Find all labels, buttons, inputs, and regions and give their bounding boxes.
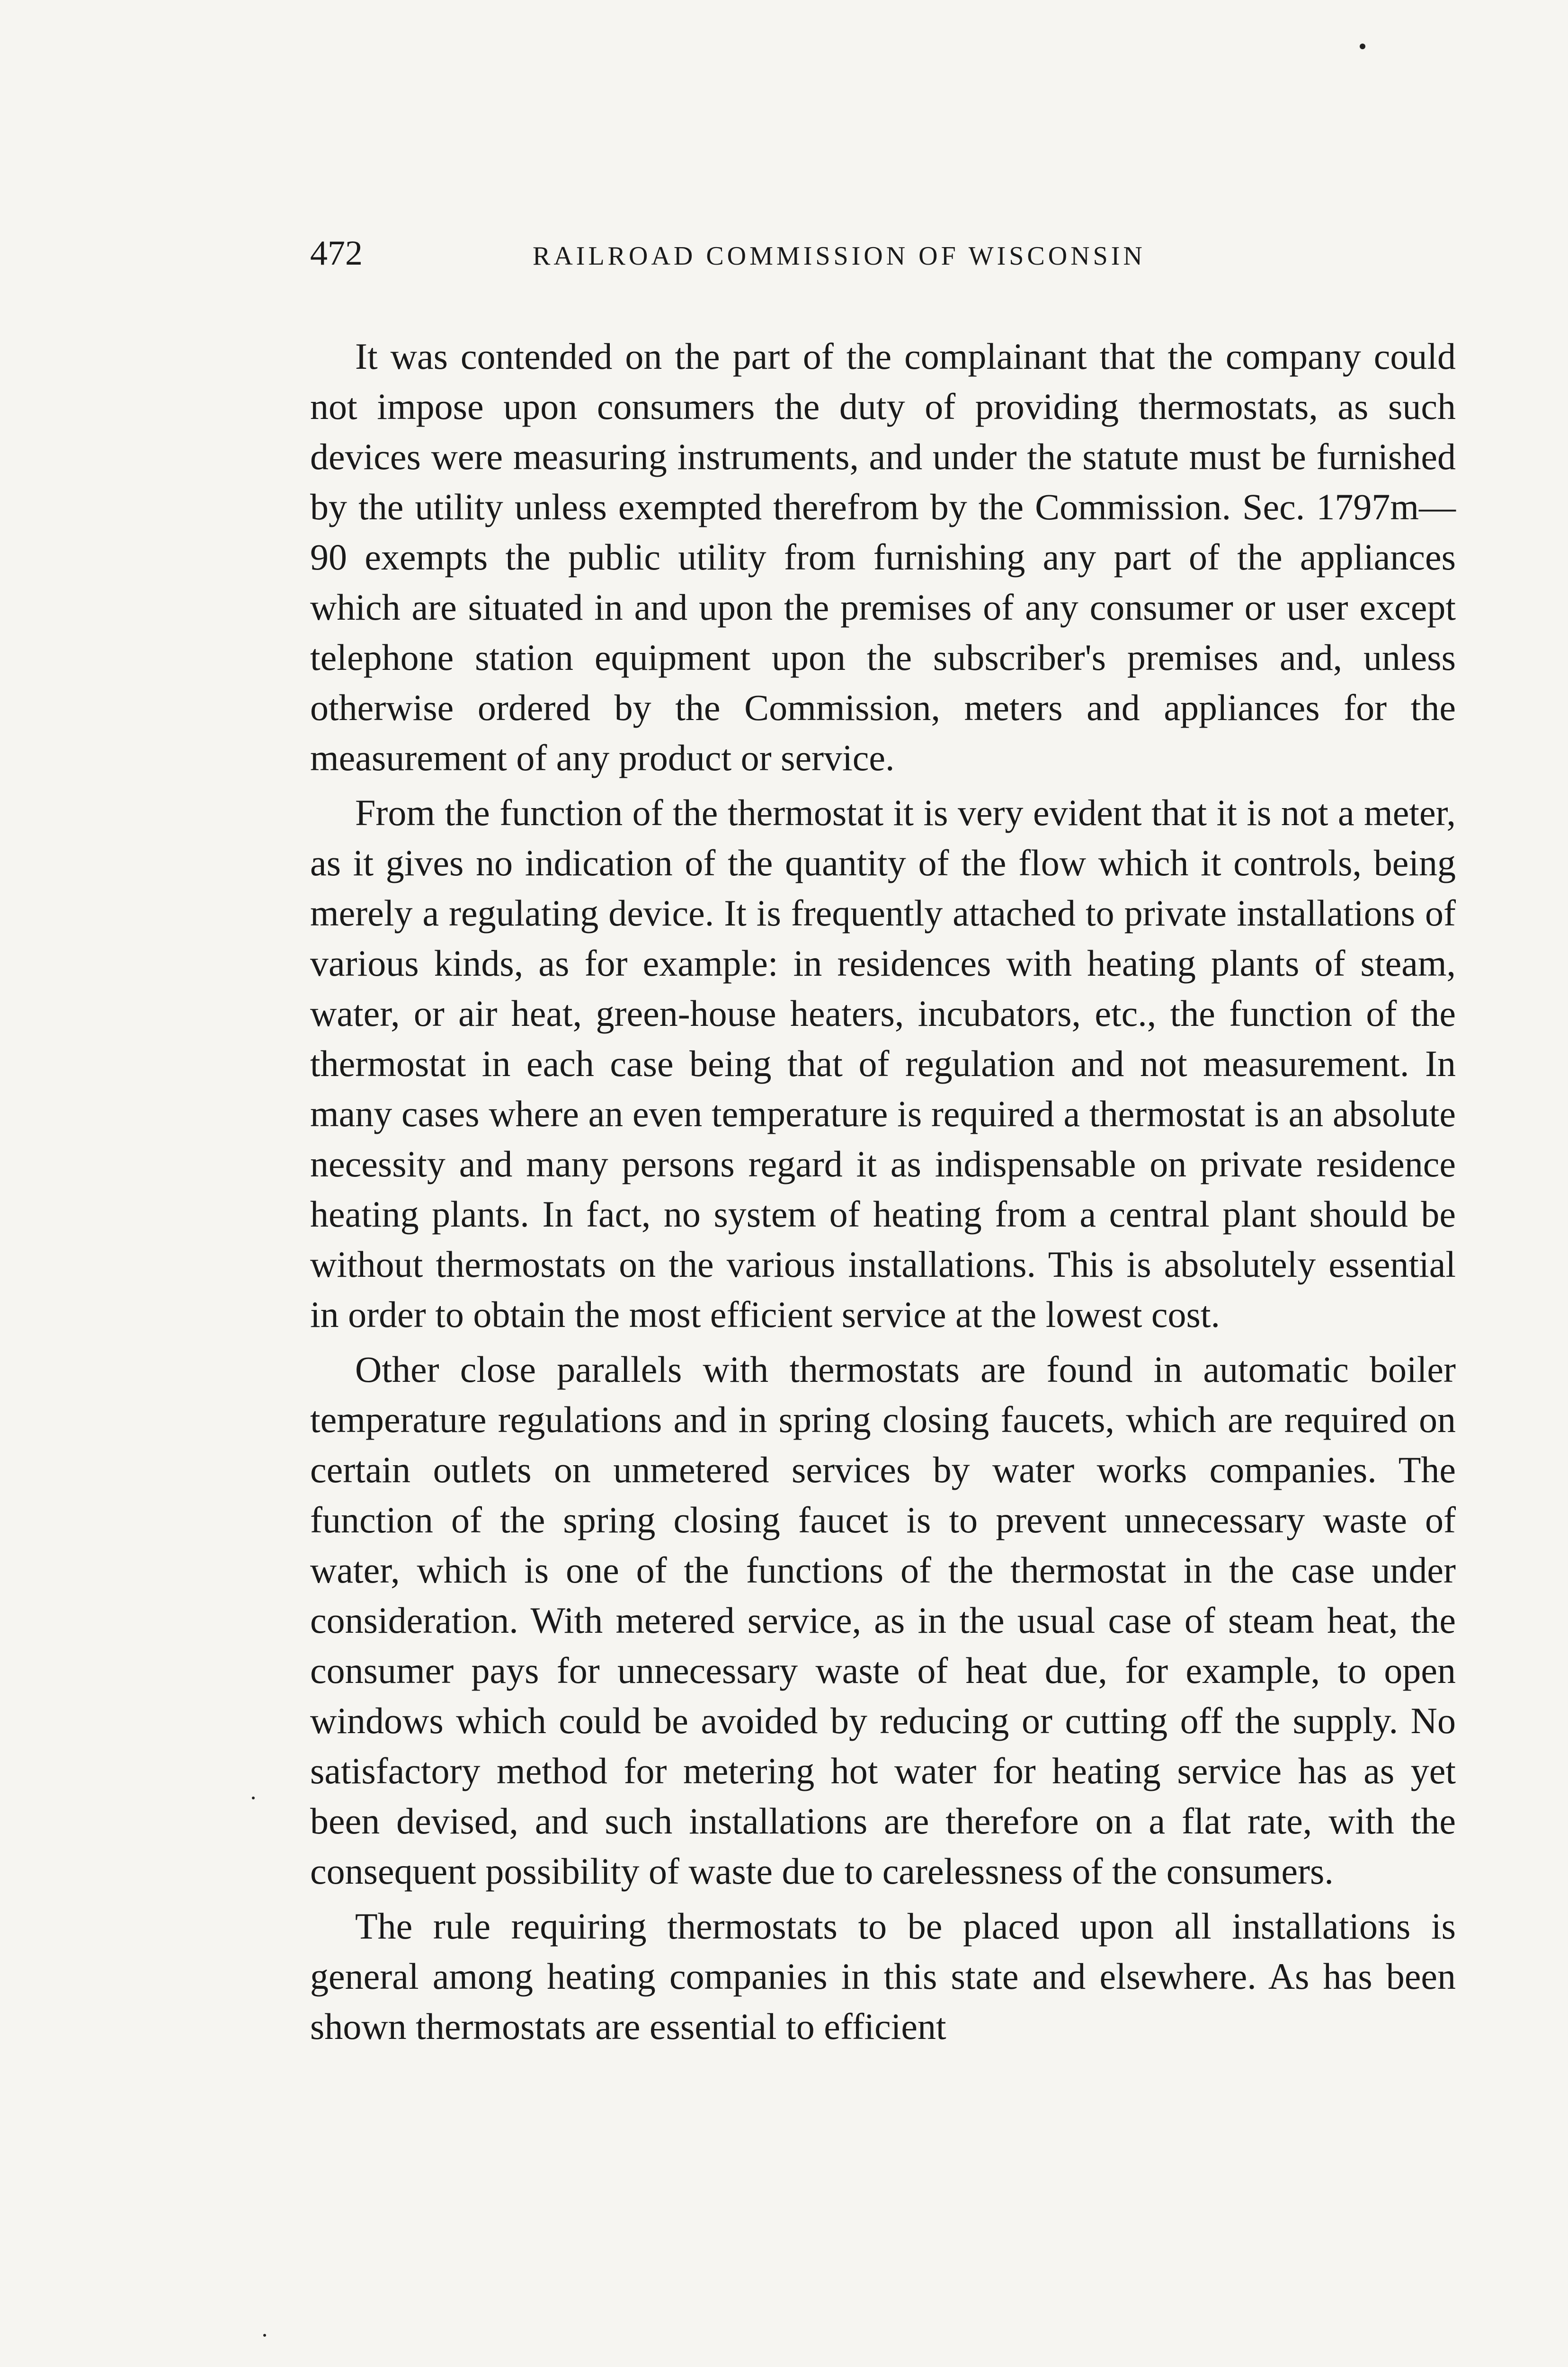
ink-speck bbox=[1360, 44, 1365, 49]
running-head: RAILROAD COMMISSION OF WISCONSIN bbox=[533, 241, 1146, 271]
page-number: 472 bbox=[310, 234, 363, 273]
paragraph: Other close parallels with thermostats are found in automatic boiler temperature regulations and in spring closing faucets, which are required on certain outlets on unmetered services by water works companies. The function of the spring closing faucet is to prevent unnecessary waste of water, which is one of the functions of the thermostat in the case under consideration. With metered service, as in the usual case of steam heat, the consumer pays for unnecessary waste of heat due, for example, to open windows which could be avoided by reducing or cutting off the supply. No satisfactory method for metering hot water for heating service has as yet been devised, and such installations are therefore on a flat rate, with the consequent possibility of waste due to carelessness of the consumers. bbox=[310, 1349, 1456, 1892]
paragraph: From the function of the thermostat it is very evident that it is not a meter, as it gives no indication of the quantity of the flow which it controls, being merely a regulating device. It is frequently attached to private installations of various kinds, as for example: in residences with heating plants of steam, water, or air heat, green-house heaters, incubators, etc., the function of the thermostat in each case being that of regulation and not measurement. In many cases where an even temperature is required a thermostat is an absolute necessity and many persons regard it as indispensable on private residence heating plants. In fact, no system of heating from a central plant should be without thermostats on the various installations. This is absolutely essential in order to obtain the most efficient service at the lowest cost. bbox=[310, 792, 1456, 1335]
ink-speck bbox=[263, 2334, 266, 2337]
ink-speck bbox=[252, 1797, 255, 1799]
paragraph: It was contended on the part of the complainant that the company could not impose upon consumers the duty of providing thermostats, as such devices were measuring instruments, and under the statute must be furnished by the utility unless exempted therefrom by the Commission. Sec. 1797m—90 exempts the public utility from furnishing any part of the appliances which are situated in and upon the premises of any consumer or user except telephone station equipment upon the subscriber's premises and, unless otherwise ordered by the Commission, meters and appliances for the measurement of any product or service. bbox=[310, 336, 1456, 778]
paragraph: The rule requiring thermostats to be placed upon all installations is general among heating companies in this state and elsewhere. As has been shown thermostats are essential to efficient bbox=[310, 1905, 1456, 2047]
page-header bbox=[310, 227, 1456, 279]
body-text bbox=[310, 331, 1456, 2056]
